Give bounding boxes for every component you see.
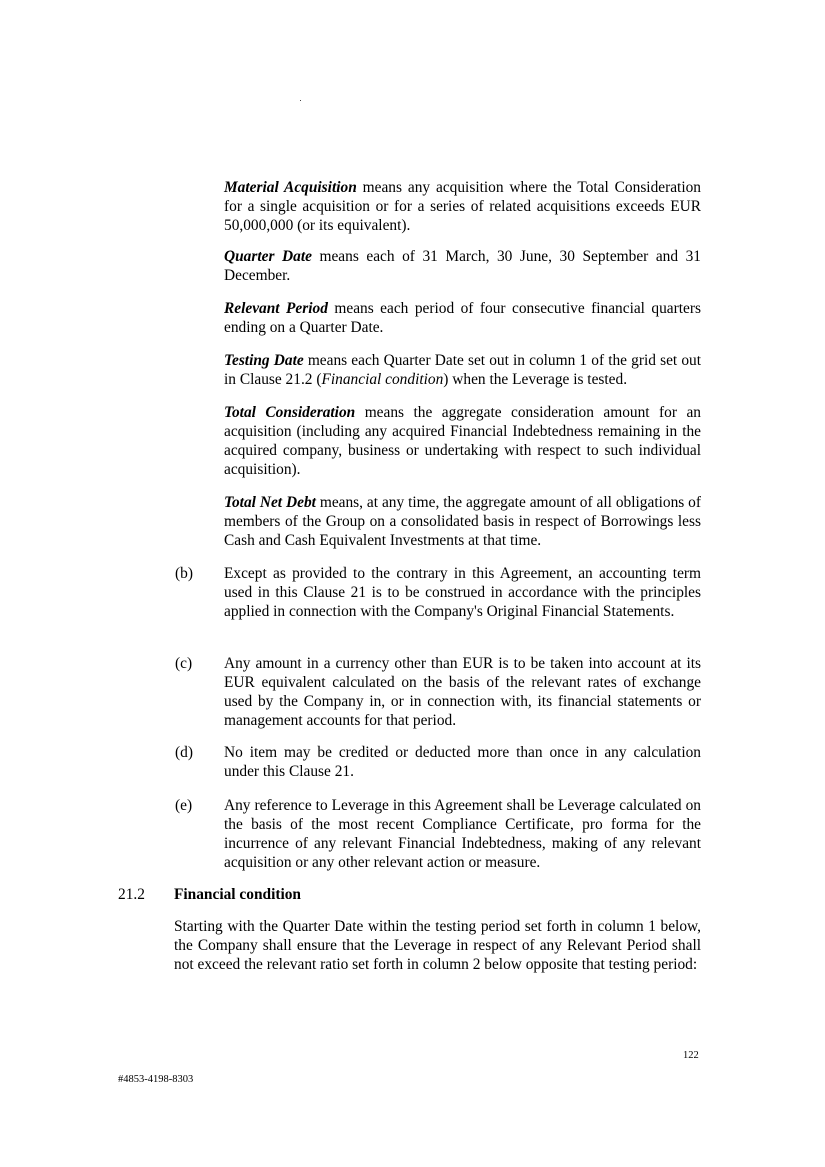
definition-total-net-debt [224, 493, 701, 550]
term: Material Acquisition [224, 179, 357, 196]
item-label: (e) [175, 797, 193, 814]
clause-item-e [175, 796, 701, 872]
definition-material-acquisition [224, 178, 701, 235]
clause-item-b [175, 564, 701, 621]
term: Total Net Debt [224, 494, 316, 511]
item-text: Any reference to Leverage in this Agreement shall be Leverage calculated on the basis of the most recent Compliance Certificate, pro forma for the incurrence of any relevant Financial Indebtedness, making of any relevant acquisition or any other relevant action or measure. [224, 797, 701, 871]
definition-text: means any acquisition where the Total Consideration for a single acquisition or for a series of related acquisitions exceeds EUR 50,000,000 (or its equivalent). [224, 179, 702, 234]
definition-text: means the aggregate consideration amount for an acquisition (including any acquired Financial Indebtedness remaining in the acquired company, business or undertaking with respect to such individual acquisition). [224, 404, 701, 478]
item-label: (b) [175, 565, 193, 582]
definition-text: means each of 31 March, 30 June, 30 September and 31 December. [224, 248, 701, 284]
clause-item-c [175, 654, 701, 730]
term: Quarter Date [224, 248, 312, 265]
section-title: Financial condition [174, 886, 301, 903]
stray-mark [300, 100, 301, 101]
term: Testing Date [224, 352, 304, 369]
page-number: 122 [683, 1050, 699, 1061]
item-label: (d) [175, 744, 193, 761]
definition-total-consideration [224, 403, 701, 479]
item-text: No item may be credited or deducted more than once in any calculation under this Clause 21. [224, 744, 701, 780]
document-id: #4853-4198-8303 [118, 1074, 194, 1085]
term: Total Consideration [224, 404, 356, 421]
definition-quarter-date [224, 247, 701, 285]
definition-text: means, at any time, the aggregate amount of all obligations of members of the Group on a consolidated basis in respect of Borrowings less Cash and Cash Equivalent Investments at that time. [224, 494, 701, 549]
item-text: Any amount in a currency other than EUR is to be taken into account at its EUR equivalent calculated on the basis of the relevant rates of exchange used by the Company in, or in connection with, its financial statements or management accounts for that period. [224, 655, 701, 729]
section-paragraph: Starting with the Quarter Date within the testing period set forth in column 1 below, the Company shall ensure that the Leverage in respect of any Relevant Period shall not exceed the relevant ratio set forth in column 2 below opposite that testing period: [174, 918, 701, 973]
item-label: (c) [175, 655, 193, 672]
definition-text: means each Quarter Date set out in column 1 of the grid set out in Clause 21.2 ( [224, 352, 701, 388]
item-text: Except as provided to the contrary in this Agreement, an accounting term used in this Clause 21 is to be construed in accordance with the principles applied in connection with the Company's Original Financial Statements. [224, 565, 701, 620]
clause-item-d [175, 743, 701, 781]
definition-text: means each period of four consecutive financial quarters ending on a Quarter Date. [224, 300, 701, 336]
section-heading [118, 885, 301, 904]
definition-testing-date [224, 351, 701, 389]
clause-reference: Financial condition [321, 371, 444, 388]
section-number: 21.2 [118, 886, 145, 903]
definition-relevant-period [224, 299, 701, 337]
term: Relevant Period [224, 300, 328, 317]
definition-text: ) when the Leverage is tested. [443, 371, 628, 388]
